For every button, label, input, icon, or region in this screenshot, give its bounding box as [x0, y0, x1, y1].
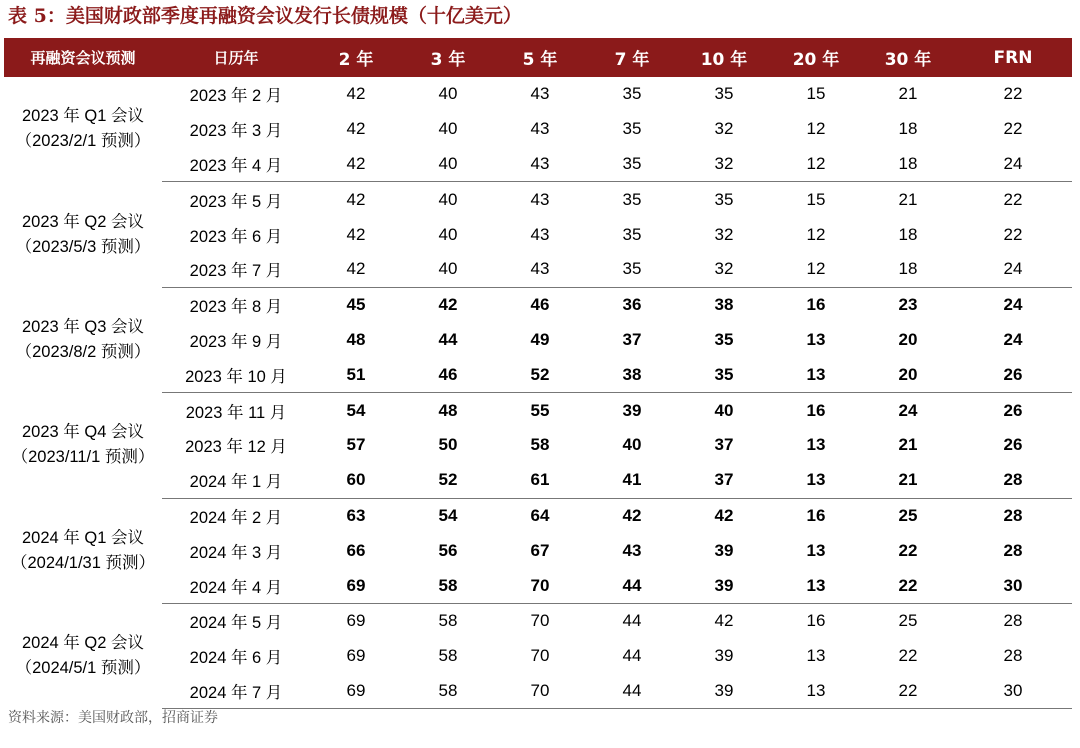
- value-cell: 40: [438, 84, 458, 104]
- value-cell: 22: [862, 674, 954, 709]
- value-cell: 22: [898, 540, 918, 560]
- value-cell: 13: [806, 540, 826, 560]
- value-cell: 43: [530, 119, 550, 139]
- value-cell: 24: [898, 400, 918, 420]
- month-cell: 2023 年 6 月: [189, 227, 283, 246]
- value-cell: 22: [1003, 224, 1023, 244]
- value-cell: 35: [622, 84, 642, 104]
- header-row: [4, 38, 1072, 77]
- value-cell: 28: [1003, 505, 1023, 525]
- value-cell: 35: [622, 224, 642, 244]
- value-cell: 67: [530, 540, 550, 560]
- month-cell: 2023 年 7 月: [162, 252, 310, 287]
- value-cell: 39: [714, 646, 734, 666]
- value-cell: 69: [346, 646, 366, 666]
- value-cell: 30: [954, 568, 1072, 603]
- value-cell: 35: [586, 252, 678, 287]
- month-cell: 2023 年 9 月: [189, 332, 283, 351]
- meeting-forecast-date: （2024/5/1 预测）: [15, 659, 151, 678]
- value-cell: 38: [714, 295, 734, 315]
- header-10y: 10 年: [700, 50, 748, 70]
- meeting-label: 2024 年 Q1 会议: [22, 528, 144, 547]
- value-cell: 54: [346, 400, 366, 420]
- value-cell: 25: [898, 505, 918, 525]
- issuance-table: [4, 38, 1072, 709]
- meeting-forecast-date: （2023/5/3 预测）: [15, 237, 151, 256]
- value-cell: 40: [714, 400, 734, 420]
- value-cell: 69: [310, 674, 402, 709]
- value-cell: 69: [310, 568, 402, 603]
- header-2y: 2 年: [338, 50, 374, 70]
- value-cell: 35: [714, 84, 734, 104]
- issuance-table-wrapper: [4, 38, 1072, 709]
- value-cell: 43: [494, 147, 586, 182]
- meeting-cell: [4, 287, 162, 392]
- value-cell: 22: [862, 568, 954, 603]
- value-cell: 70: [494, 674, 586, 709]
- value-cell: 66: [346, 540, 366, 560]
- table-row: [4, 147, 1072, 182]
- meeting-forecast-date: （2023/11/1 预测）: [11, 448, 155, 467]
- value-cell: 30: [954, 674, 1072, 709]
- header-meeting: 再融资会议预测: [30, 49, 136, 67]
- month-cell: 2023 年 10 月: [162, 357, 310, 392]
- value-cell: 13: [770, 357, 862, 392]
- value-cell: 13: [770, 463, 862, 498]
- value-cell: 35: [622, 119, 642, 139]
- table-title: 表 5：美国财政部季度再融资会议发行长债规模（十亿美元）: [8, 5, 522, 27]
- value-cell: 40: [402, 252, 494, 287]
- meeting-label: 2023 年 Q2 会议: [22, 212, 144, 231]
- value-cell: 70: [530, 611, 550, 631]
- value-cell: 12: [806, 119, 826, 139]
- value-cell: 43: [494, 252, 586, 287]
- month-cell: 2023 年 2 月: [189, 87, 283, 106]
- table-row: [4, 393, 1072, 428]
- value-cell: 58: [438, 646, 458, 666]
- value-cell: 42: [346, 189, 366, 209]
- value-cell: 15: [806, 189, 826, 209]
- value-cell: 12: [806, 224, 826, 244]
- month-cell: 2024 年 3 月: [189, 543, 283, 562]
- table-row: [4, 182, 1072, 217]
- value-cell: 61: [494, 463, 586, 498]
- value-cell: 40: [438, 189, 458, 209]
- value-cell: 25: [898, 611, 918, 631]
- value-cell: 63: [346, 505, 366, 525]
- value-cell: 60: [310, 463, 402, 498]
- month-cell: 2023 年 11 月: [185, 403, 287, 422]
- source-note: 资料来源：美国财政部，招商证券: [8, 710, 218, 726]
- value-cell: 43: [530, 84, 550, 104]
- meeting-cell: [4, 77, 162, 182]
- value-cell: 21: [898, 189, 918, 209]
- value-cell: 21: [862, 463, 954, 498]
- meeting-cell: [4, 182, 162, 287]
- value-cell: 43: [622, 540, 642, 560]
- value-cell: 24: [954, 252, 1072, 287]
- value-cell: 44: [586, 568, 678, 603]
- meeting-forecast-date: （2023/8/2 预测）: [15, 342, 151, 361]
- value-cell: 32: [678, 252, 770, 287]
- meeting-label: 2023 年 Q4 会议: [22, 423, 144, 442]
- value-cell: 70: [494, 568, 586, 603]
- header-month: 日历年: [213, 49, 259, 67]
- table-row: [4, 217, 1072, 252]
- value-cell: 43: [530, 189, 550, 209]
- value-cell: 37: [678, 463, 770, 498]
- header-5y: 5 年: [522, 50, 558, 70]
- value-cell: 20: [898, 329, 918, 349]
- value-cell: 56: [438, 540, 458, 560]
- value-cell: 41: [586, 463, 678, 498]
- value-cell: 49: [530, 329, 550, 349]
- value-cell: 45: [346, 295, 366, 315]
- value-cell: 37: [622, 329, 642, 349]
- header-30y: 30 年: [884, 50, 932, 70]
- value-cell: 69: [346, 611, 366, 631]
- value-cell: 42: [346, 224, 366, 244]
- meeting-forecast-date: （2023/2/1 预测）: [15, 132, 151, 151]
- month-cell: 2024 年 5 月: [189, 614, 283, 633]
- value-cell: 24: [1003, 329, 1023, 349]
- value-cell: 13: [770, 568, 862, 603]
- value-cell: 26: [954, 357, 1072, 392]
- table-row: [4, 252, 1072, 287]
- value-cell: 28: [1003, 540, 1023, 560]
- value-cell: 21: [898, 435, 918, 455]
- value-cell: 58: [438, 611, 458, 631]
- value-cell: 40: [438, 119, 458, 139]
- value-cell: 20: [862, 357, 954, 392]
- value-cell: 28: [954, 463, 1072, 498]
- value-cell: 57: [346, 435, 366, 455]
- value-cell: 46: [530, 295, 550, 315]
- value-cell: 35: [622, 189, 642, 209]
- table-row: [4, 428, 1072, 463]
- month-cell: 2024 年 1 月: [162, 463, 310, 498]
- value-cell: 22: [1003, 119, 1023, 139]
- month-cell: 2023 年 8 月: [189, 298, 283, 317]
- value-cell: 24: [1003, 295, 1023, 315]
- table-row: [4, 112, 1072, 147]
- value-cell: 48: [346, 329, 366, 349]
- meeting-cell: [4, 603, 162, 708]
- month-cell: 2023 年 5 月: [189, 192, 283, 211]
- value-cell: 13: [770, 674, 862, 709]
- meeting-forecast-date: （2024/1/31 预测）: [11, 553, 155, 572]
- value-cell: 32: [714, 119, 734, 139]
- table-row: [4, 533, 1072, 568]
- month-cell: 2024 年 2 月: [189, 508, 283, 527]
- value-cell: 42: [438, 295, 458, 315]
- value-cell: 28: [1003, 611, 1023, 631]
- value-cell: 64: [530, 505, 550, 525]
- value-cell: 39: [714, 540, 734, 560]
- value-cell: 44: [438, 329, 458, 349]
- value-cell: 42: [622, 505, 642, 525]
- value-cell: 12: [770, 252, 862, 287]
- meeting-label: 2024 年 Q2 会议: [22, 634, 144, 653]
- table-row: [4, 463, 1072, 498]
- value-cell: 35: [678, 357, 770, 392]
- value-cell: 44: [622, 611, 642, 631]
- month-cell: 2023 年 3 月: [189, 122, 283, 141]
- value-cell: 22: [1003, 189, 1023, 209]
- value-cell: 40: [402, 147, 494, 182]
- table-row: [4, 568, 1072, 603]
- value-cell: 37: [714, 435, 734, 455]
- value-cell: 32: [678, 147, 770, 182]
- value-cell: 39: [678, 674, 770, 709]
- value-cell: 38: [586, 357, 678, 392]
- value-cell: 43: [530, 224, 550, 244]
- value-cell: 12: [770, 147, 862, 182]
- month-cell: 2023 年 4 月: [162, 147, 310, 182]
- value-cell: 42: [346, 119, 366, 139]
- value-cell: 54: [438, 505, 458, 525]
- value-cell: 13: [806, 435, 826, 455]
- header-20y: 20 年: [792, 50, 840, 70]
- table-row: [4, 77, 1072, 112]
- value-cell: 42: [310, 252, 402, 287]
- value-cell: 48: [438, 400, 458, 420]
- value-cell: 52: [402, 463, 494, 498]
- value-cell: 23: [898, 295, 918, 315]
- value-cell: 18: [862, 147, 954, 182]
- value-cell: 32: [714, 224, 734, 244]
- month-cell: 2024 年 4 月: [162, 568, 310, 603]
- value-cell: 26: [1003, 400, 1023, 420]
- value-cell: 22: [898, 646, 918, 666]
- table-body: [4, 77, 1072, 709]
- value-cell: 35: [714, 189, 734, 209]
- value-cell: 42: [310, 147, 402, 182]
- value-cell: 44: [622, 646, 642, 666]
- value-cell: 42: [714, 505, 734, 525]
- table-row: [4, 287, 1072, 322]
- value-cell: 46: [402, 357, 494, 392]
- value-cell: 51: [310, 357, 402, 392]
- value-cell: 42: [714, 611, 734, 631]
- meeting-cell: [4, 498, 162, 603]
- value-cell: 44: [586, 674, 678, 709]
- value-cell: 26: [1003, 435, 1023, 455]
- meeting-label: 2023 年 Q3 会议: [22, 317, 144, 336]
- value-cell: 13: [806, 646, 826, 666]
- table-row: [4, 357, 1072, 392]
- header-frn: FRN: [993, 47, 1033, 68]
- meeting-label: 2023 年 Q1 会议: [22, 107, 144, 126]
- table-row: [4, 498, 1072, 533]
- value-cell: 58: [402, 568, 494, 603]
- value-cell: 16: [806, 611, 826, 631]
- table-row: [4, 639, 1072, 674]
- header-3y: 3 年: [430, 50, 466, 70]
- value-cell: 21: [898, 84, 918, 104]
- value-cell: 15: [806, 84, 826, 104]
- value-cell: 18: [862, 252, 954, 287]
- value-cell: 52: [494, 357, 586, 392]
- value-cell: 50: [438, 435, 458, 455]
- value-cell: 39: [622, 400, 642, 420]
- value-cell: 35: [586, 147, 678, 182]
- value-cell: 28: [1003, 646, 1023, 666]
- value-cell: 16: [806, 400, 826, 420]
- value-cell: 40: [438, 224, 458, 244]
- value-cell: 22: [1003, 84, 1023, 104]
- value-cell: 24: [954, 147, 1072, 182]
- table-row: [4, 674, 1072, 709]
- value-cell: 36: [622, 295, 642, 315]
- month-cell: 2023 年 12 月: [185, 438, 287, 457]
- value-cell: 40: [622, 435, 642, 455]
- value-cell: 58: [530, 435, 550, 455]
- value-cell: 55: [530, 400, 550, 420]
- table-row: [4, 323, 1072, 358]
- value-cell: 18: [898, 119, 918, 139]
- value-cell: 35: [714, 329, 734, 349]
- value-cell: 70: [530, 646, 550, 666]
- month-cell: 2024 年 6 月: [189, 649, 283, 668]
- value-cell: 58: [402, 674, 494, 709]
- table-row: [4, 603, 1072, 638]
- meeting-cell: [4, 393, 162, 498]
- month-cell: 2024 年 7 月: [162, 674, 310, 709]
- value-cell: 18: [898, 224, 918, 244]
- value-cell: 13: [806, 329, 826, 349]
- value-cell: 16: [806, 505, 826, 525]
- value-cell: 39: [678, 568, 770, 603]
- value-cell: 16: [806, 295, 826, 315]
- header-7y: 7 年: [614, 50, 650, 70]
- value-cell: 42: [346, 84, 366, 104]
